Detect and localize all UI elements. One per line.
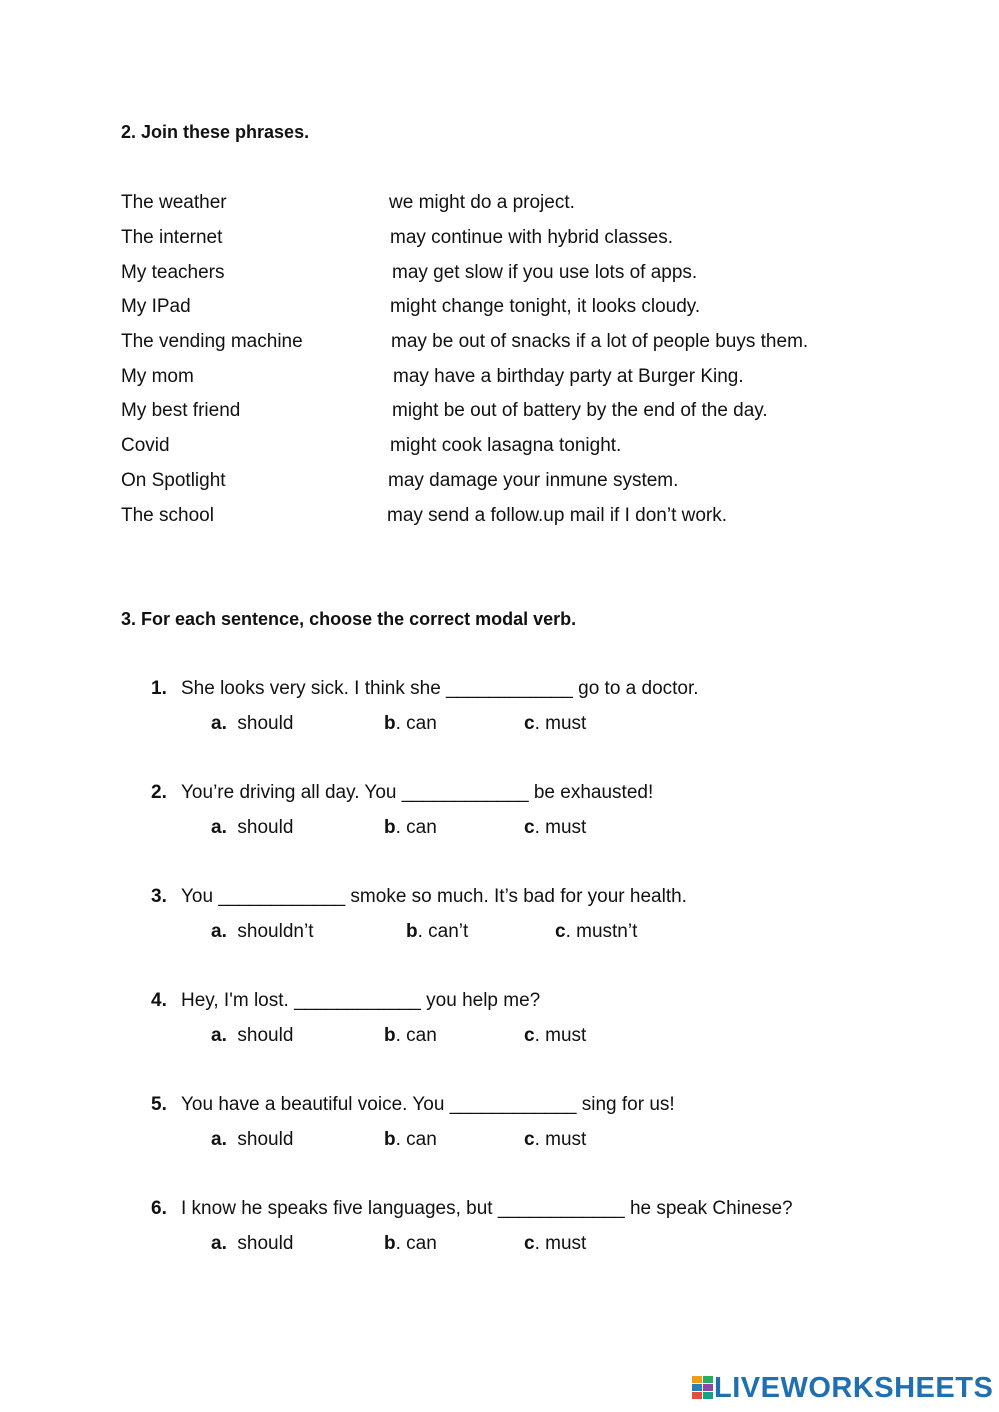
option-label: . can bbox=[395, 1129, 437, 1150]
option-key: b bbox=[384, 1025, 396, 1046]
option-label: . must bbox=[534, 1129, 587, 1150]
option-key: b bbox=[406, 921, 418, 942]
option-key: c bbox=[524, 1233, 535, 1254]
left-phrase[interactable]: The vending machine bbox=[121, 331, 303, 352]
question-number: 2. bbox=[151, 782, 167, 803]
right-phrase[interactable]: may be out of snacks if a lot of people buys them. bbox=[391, 331, 809, 352]
option-b[interactable] bbox=[384, 1025, 437, 1047]
question-text: She looks very sick. I think she ____________ go to a doctor. bbox=[181, 678, 699, 699]
right-phrase[interactable]: might cook lasagna tonight. bbox=[390, 435, 622, 456]
question-text: You ____________ smoke so much. It’s bad for your health. bbox=[181, 886, 687, 907]
option-c[interactable] bbox=[524, 1233, 586, 1255]
option-key: b bbox=[384, 1233, 396, 1254]
right-phrase[interactable]: may continue with hybrid classes. bbox=[390, 227, 674, 248]
option-b[interactable] bbox=[384, 817, 437, 839]
section-3-title: 3. For each sentence, choose the correct modal verb. bbox=[121, 609, 577, 629]
right-phrase[interactable]: may have a birthday party at Burger King. bbox=[393, 366, 744, 387]
left-phrase[interactable]: Covid bbox=[121, 435, 170, 456]
option-key: c bbox=[524, 817, 535, 838]
left-phrase[interactable]: My IPad bbox=[121, 296, 191, 317]
option-key: a. bbox=[211, 1233, 227, 1254]
option-label: shouldn’t bbox=[237, 921, 314, 942]
question-text: I know he speaks five languages, but ____________ he speak Chinese? bbox=[181, 1198, 793, 1219]
question-number: 5. bbox=[151, 1094, 167, 1115]
question-number: 3. bbox=[151, 886, 167, 907]
question-number: 1. bbox=[151, 678, 167, 699]
option-c[interactable] bbox=[524, 1129, 586, 1151]
option-label: should bbox=[237, 1025, 294, 1046]
left-phrase[interactable]: The school bbox=[121, 505, 214, 526]
option-label: should bbox=[237, 1129, 294, 1150]
option-key: c bbox=[555, 921, 566, 942]
option-c[interactable] bbox=[524, 1025, 586, 1047]
right-phrase[interactable]: may get slow if you use lots of apps. bbox=[392, 262, 698, 283]
option-key: b bbox=[384, 817, 396, 838]
liveworksheets-logo bbox=[692, 1372, 993, 1404]
option-label: . can bbox=[395, 713, 437, 734]
option-label: . mustn’t bbox=[565, 921, 638, 942]
left-phrase[interactable]: My mom bbox=[121, 366, 194, 387]
left-phrase[interactable]: My teachers bbox=[121, 262, 225, 283]
option-a[interactable] bbox=[211, 817, 293, 839]
option-key: a. bbox=[211, 1129, 227, 1150]
option-key: a. bbox=[211, 1025, 227, 1046]
left-phrase[interactable]: My best friend bbox=[121, 400, 241, 421]
option-c[interactable] bbox=[555, 921, 637, 943]
question-number: 4. bbox=[151, 990, 167, 1011]
option-b[interactable] bbox=[384, 713, 437, 735]
option-key: c bbox=[524, 713, 535, 734]
option-c[interactable] bbox=[524, 817, 586, 839]
option-c[interactable] bbox=[524, 713, 586, 735]
option-key: a. bbox=[211, 817, 227, 838]
question-text: You have a beautiful voice. You ____________ sing for us! bbox=[181, 1094, 675, 1115]
option-label: . can bbox=[395, 1025, 437, 1046]
option-label: . can’t bbox=[417, 921, 469, 942]
option-key: b bbox=[384, 1129, 396, 1150]
left-phrase[interactable]: On Spotlight bbox=[121, 470, 226, 491]
option-key: c bbox=[524, 1025, 535, 1046]
option-label: should bbox=[237, 713, 294, 734]
left-phrase[interactable]: The weather bbox=[121, 192, 227, 213]
option-key: b bbox=[384, 713, 396, 734]
option-label: . must bbox=[534, 713, 587, 734]
left-phrase[interactable]: The internet bbox=[121, 227, 223, 248]
right-phrase[interactable]: may send a follow.up mail if I don’t work. bbox=[387, 505, 728, 526]
option-label: . must bbox=[534, 1233, 587, 1254]
option-a[interactable] bbox=[211, 1233, 293, 1255]
right-phrase[interactable]: we might do a project. bbox=[389, 192, 575, 213]
option-label: . must bbox=[534, 1025, 587, 1046]
right-phrase[interactable]: may damage your inmune system. bbox=[388, 470, 679, 491]
option-key: a. bbox=[211, 713, 227, 734]
option-a[interactable] bbox=[211, 921, 313, 943]
option-label: should bbox=[237, 817, 294, 838]
option-a[interactable] bbox=[211, 713, 293, 735]
liveworksheets-logo-icon bbox=[692, 1376, 714, 1400]
option-a[interactable] bbox=[211, 1025, 293, 1047]
right-phrase[interactable]: might change tonight, it looks cloudy. bbox=[390, 296, 701, 317]
option-key: a. bbox=[211, 921, 227, 942]
option-b[interactable] bbox=[384, 1233, 437, 1255]
question-number: 6. bbox=[151, 1198, 167, 1219]
option-label: . can bbox=[395, 1233, 437, 1254]
option-label: should bbox=[237, 1233, 294, 1254]
option-a[interactable] bbox=[211, 1129, 293, 1151]
section-2-title: 2. Join these phrases. bbox=[121, 122, 310, 142]
option-label: . can bbox=[395, 817, 437, 838]
option-key: c bbox=[524, 1129, 535, 1150]
question-text: Hey, I'm lost. ____________ you help me? bbox=[181, 990, 541, 1011]
logo-text: LIVEWORKSHEETS bbox=[714, 1372, 994, 1404]
option-b[interactable] bbox=[384, 1129, 437, 1151]
question-text: You’re driving all day. You ____________ be exhausted! bbox=[181, 782, 654, 803]
right-phrase[interactable]: might be out of battery by the end of the day. bbox=[392, 400, 768, 421]
option-label: . must bbox=[534, 817, 587, 838]
option-b[interactable] bbox=[406, 921, 468, 943]
